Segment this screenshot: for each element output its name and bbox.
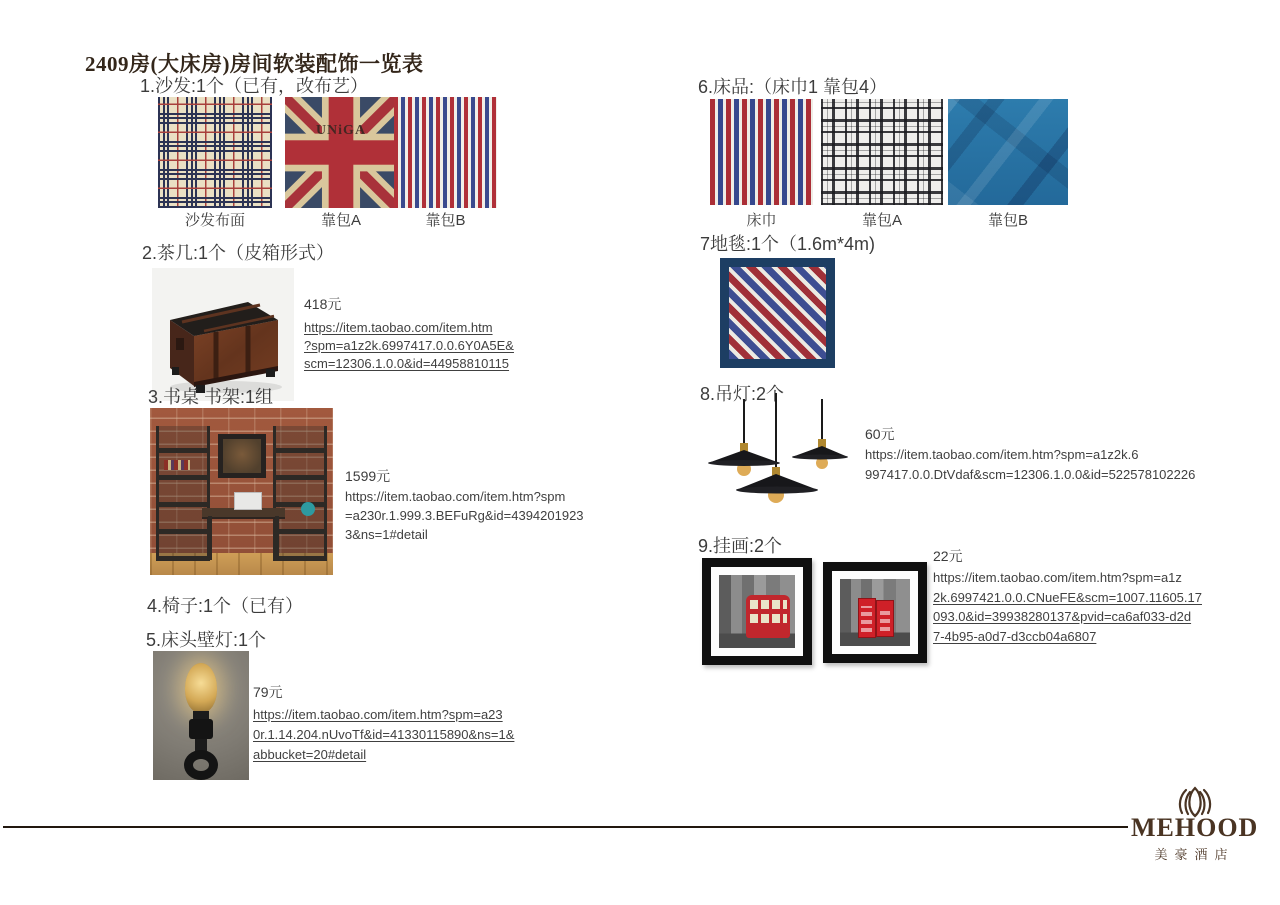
url-line[interactable]: https://item.taobao.com/item.htm <box>304 320 493 335</box>
pendant-lamps-photo <box>698 393 848 523</box>
swatch-label: 沙发布面 <box>184 212 245 229</box>
art-price: 22元 <box>933 548 963 564</box>
url-line[interactable]: https://item.taobao.com/item.htm?spm=a1z <box>933 570 1182 585</box>
url-line[interactable]: 997417.0.0.DtVdaf&scm=12306.1.0.0&id=522578102226 <box>865 467 1196 482</box>
swatch-label: 靠包B <box>987 212 1028 229</box>
tea-table-price: 418元 <box>304 296 342 312</box>
item-bedding-heading: 6.床品:（床巾1 靠包4） <box>698 77 888 97</box>
wall-painting <box>218 434 266 478</box>
framed-picture-bus <box>702 558 812 665</box>
tea-table-photo <box>152 268 294 401</box>
trunk-illustration <box>152 268 294 401</box>
red-phone-booth <box>858 598 875 638</box>
wall-lamp-photo <box>153 651 249 780</box>
url-line[interactable]: https://item.taobao.com/item.htm?spm=a23 <box>253 707 503 722</box>
rug-photo <box>720 258 835 368</box>
pipe-base <box>184 750 218 780</box>
bookshelf-right <box>273 426 327 561</box>
red-phone-booth <box>876 600 893 637</box>
lamp-fixture <box>189 719 213 739</box>
url-line[interactable]: scm=12306.1.0.0&id=44958810115 <box>304 356 510 371</box>
item-rug-heading: 7地毯:1个（1.6m*4m) <box>700 234 876 254</box>
swatch-label: 床巾 <box>746 212 777 229</box>
mehood-logo-chinese: 美豪酒店 <box>1154 847 1235 862</box>
laptop <box>234 492 262 510</box>
sofa-fabric-swatch <box>158 97 272 208</box>
tea-table-link[interactable] <box>304 319 514 373</box>
books <box>164 460 190 470</box>
url-line[interactable]: 0r.1.14.204.nUvoTf&id=41330115890&ns=1& <box>253 727 515 742</box>
swatch-label: 靠包A <box>320 212 361 229</box>
art-link[interactable] <box>933 568 1202 646</box>
lamp-socket <box>193 711 209 719</box>
pendant-lamps-illustration <box>698 393 848 523</box>
wall-lamp-link[interactable] <box>253 705 514 765</box>
page-title: 2409房(大床房)房间软装配饰一览表 <box>85 52 424 77</box>
item-wall-lamp-heading: 5.床头壁灯:1个 <box>146 630 267 650</box>
url-line[interactable]: 7-4b95-a0d7-d3ccb04a6807 <box>933 628 1097 644</box>
teal-vase <box>301 502 315 516</box>
framed-picture-phonebooth <box>823 562 927 663</box>
url-line[interactable]: =a230r.1.999.3.BEFuRg&id=4394201923 <box>345 508 584 523</box>
item-art-heading: 9.挂画:2个 <box>698 536 783 556</box>
bookshelf-left <box>156 426 210 561</box>
mehood-logo-text: MEHOOD <box>1131 813 1259 842</box>
url-line[interactable]: https://item.taobao.com/item.htm?spm <box>345 489 566 504</box>
url-line[interactable]: 093.0&id=39938280137&pvid=ca6af033-d2d <box>933 609 1192 624</box>
item-desk-heading: 3.书桌 书架:1组 <box>148 387 274 407</box>
pendant-price: 60元 <box>865 426 895 442</box>
item-chair-heading: 4.椅子:1个（已有） <box>147 596 304 616</box>
url-line[interactable]: https://item.taobao.com/item.htm?spm=a1z2k.6 <box>865 447 1139 462</box>
desk-photo <box>150 408 333 575</box>
pendant-link[interactable] <box>865 445 1195 485</box>
desk-leg <box>208 516 212 560</box>
desk-link[interactable] <box>345 487 584 544</box>
desk-leg <box>275 516 279 560</box>
flag-print-text: UNiGA <box>315 123 367 138</box>
url-line[interactable]: 3&ns=1#detail <box>345 527 428 542</box>
item-tea-table-heading: 2.茶几:1个（皮箱形式） <box>142 243 335 263</box>
photo-london-bus <box>719 575 795 648</box>
edison-bulb <box>185 663 217 713</box>
bed-runner-swatch <box>710 99 813 205</box>
footer-rule <box>3 826 1128 828</box>
url-line[interactable]: 2k.6997421.0.0.CNueFE&scm=1007.11605.17 <box>933 589 1202 605</box>
wall-lamp-price: 79元 <box>253 684 283 700</box>
item-sofa-heading: 1.沙发:1个（已有，改布艺） <box>140 76 369 96</box>
union-jack-flag <box>285 97 397 208</box>
red-bus <box>746 595 790 637</box>
url-line[interactable]: ?spm=a1z2k.6997417.0.0.6Y0A5E& <box>304 338 514 353</box>
bed-cushion-a-swatch <box>821 99 943 205</box>
sofa-cushion-b-swatch <box>394 97 497 208</box>
swatch-label: 靠包A <box>861 212 902 229</box>
swatch-label: 靠包B <box>425 212 466 229</box>
desk-price: 1599元 <box>345 468 391 484</box>
item-pendant-heading: 8.吊灯:2个 <box>700 384 785 404</box>
bed-cushion-b-swatch <box>948 99 1068 205</box>
sofa-cushion-a-swatch <box>285 97 397 208</box>
photo-phone-booths <box>840 579 910 646</box>
url-line[interactable]: abbucket=20#detail <box>253 747 367 762</box>
